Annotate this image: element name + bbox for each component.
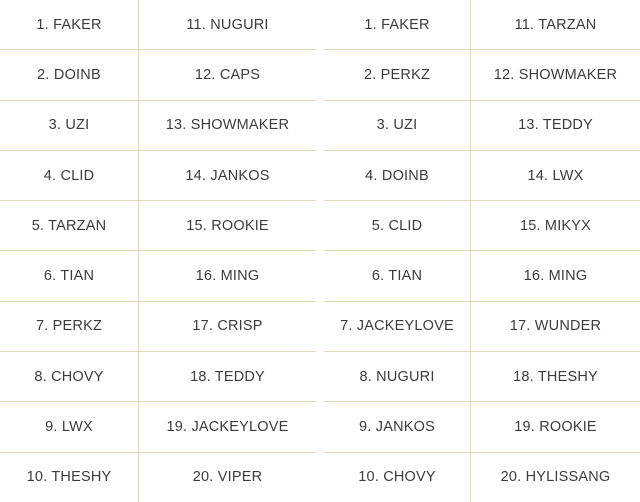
rank-entry: 4. DOINB bbox=[324, 151, 471, 200]
rank-entry: 20. VIPER bbox=[139, 453, 316, 502]
table-row bbox=[324, 201, 640, 251]
left-ranking-table bbox=[0, 0, 316, 502]
table-row bbox=[324, 0, 640, 50]
table-row bbox=[0, 453, 316, 502]
rank-entry: 16. MING bbox=[139, 251, 316, 300]
rank-entry: 18. TEDDY bbox=[139, 352, 316, 401]
table-row bbox=[0, 302, 316, 352]
rank-entry: 20. HYLISSANG bbox=[471, 453, 640, 502]
rank-entry: 13. TEDDY bbox=[471, 101, 640, 150]
rank-entry: 1. FAKER bbox=[324, 0, 471, 49]
table-row bbox=[0, 0, 316, 50]
rank-entry: 13. SHOWMAKER bbox=[139, 101, 316, 150]
rank-entry: 4. CLID bbox=[0, 151, 139, 200]
rank-entry: 6. TIAN bbox=[0, 251, 139, 300]
rank-entry: 19. ROOKIE bbox=[471, 402, 640, 451]
rank-entry: 8. NUGURI bbox=[324, 352, 471, 401]
table-row bbox=[324, 402, 640, 452]
rank-entry: 12. SHOWMAKER bbox=[471, 50, 640, 99]
panel-divider bbox=[316, 0, 324, 502]
rank-entry: 17. WUNDER bbox=[471, 302, 640, 351]
rank-entry: 1. FAKER bbox=[0, 0, 139, 49]
table-row bbox=[324, 251, 640, 301]
rank-entry: 2. DOINB bbox=[0, 50, 139, 99]
rank-entry: 11. TARZAN bbox=[471, 0, 640, 49]
rank-entry: 11. NUGURI bbox=[139, 0, 316, 49]
rank-entry: 14. JANKOS bbox=[139, 151, 316, 200]
rank-entry: 18. THESHY bbox=[471, 352, 640, 401]
rank-entry: 14. LWX bbox=[471, 151, 640, 200]
rank-entry: 9. JANKOS bbox=[324, 402, 471, 451]
table-row bbox=[324, 101, 640, 151]
rank-entry: 6. TIAN bbox=[324, 251, 471, 300]
rank-entry: 19. JACKEYLOVE bbox=[139, 402, 316, 451]
rank-entry: 7. PERKZ bbox=[0, 302, 139, 351]
rank-entry: 16. MING bbox=[471, 251, 640, 300]
table-row bbox=[0, 50, 316, 100]
rank-entry: 15. ROOKIE bbox=[139, 201, 316, 250]
right-ranking-table bbox=[324, 0, 640, 502]
rank-entry: 17. CRISP bbox=[139, 302, 316, 351]
rank-entry: 15. MIKYX bbox=[471, 201, 640, 250]
table-row bbox=[324, 50, 640, 100]
table-row bbox=[0, 251, 316, 301]
rank-entry: 12. CAPS bbox=[139, 50, 316, 99]
table-row bbox=[324, 453, 640, 502]
table-row bbox=[0, 201, 316, 251]
rank-entry: 5. TARZAN bbox=[0, 201, 139, 250]
rank-entry: 5. CLID bbox=[324, 201, 471, 250]
rank-entry: 3. UZI bbox=[324, 101, 471, 150]
rank-entry: 8. CHOVY bbox=[0, 352, 139, 401]
rank-entry: 10. CHOVY bbox=[324, 453, 471, 502]
rank-entry: 3. UZI bbox=[0, 101, 139, 150]
table-row bbox=[324, 151, 640, 201]
rank-entry: 2. PERKZ bbox=[324, 50, 471, 99]
rank-entry: 10. THESHY bbox=[0, 453, 139, 502]
table-row bbox=[324, 352, 640, 402]
rank-entry: 9. LWX bbox=[0, 402, 139, 451]
table-row bbox=[0, 101, 316, 151]
table-row bbox=[0, 151, 316, 201]
table-row bbox=[0, 402, 316, 452]
table-row bbox=[324, 302, 640, 352]
table-row bbox=[0, 352, 316, 402]
rank-entry: 7. JACKEYLOVE bbox=[324, 302, 471, 351]
